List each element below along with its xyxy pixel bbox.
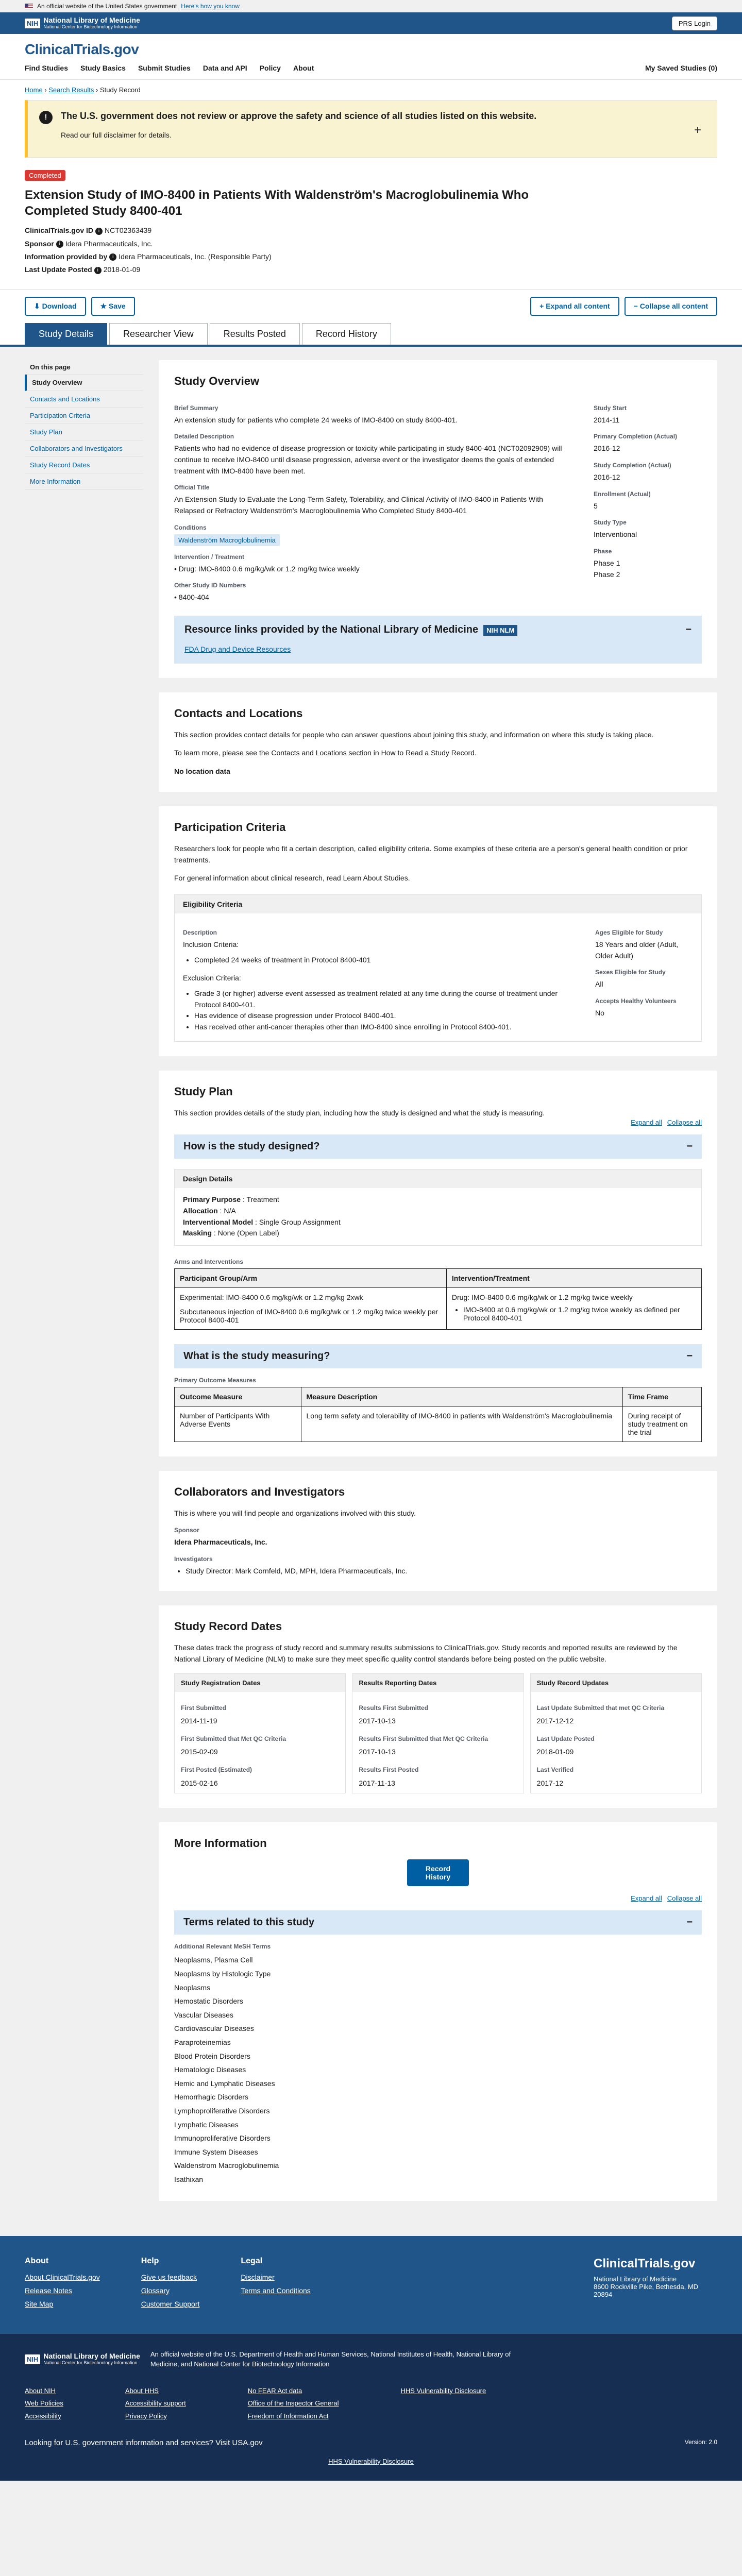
disclaimer-body: Read our full disclaimer for details.: [61, 131, 172, 139]
nlm-logo-icon: NIH NLM: [483, 625, 517, 636]
footer-link[interactable]: Disclaimer: [241, 2273, 275, 2281]
date-label: First Submitted: [181, 1704, 227, 1711]
date-value: 2015-02-09: [181, 1748, 218, 1756]
phase-label: Phase: [594, 548, 612, 555]
expand-all-link[interactable]: Expand all: [631, 1118, 662, 1127]
collab-sponsor-label: Sponsor: [174, 1526, 199, 1534]
type-value: Interventional: [594, 530, 637, 539]
time-header: Time Frame: [622, 1387, 701, 1406]
table-row: [175, 1406, 702, 1442]
nlm-header: [0, 12, 742, 34]
date-value: 2017-10-13: [359, 1748, 396, 1756]
info-icon[interactable]: i: [56, 241, 63, 248]
footer-link[interactable]: Web Policies: [25, 2399, 63, 2408]
footer-link[interactable]: About NIH: [25, 2386, 56, 2395]
side-nav-participation[interactable]: Participation Criteria: [25, 408, 143, 424]
nih-logo-icon: NIH: [25, 19, 40, 28]
info-provided-value: Idera Pharmaceuticals, Inc. (Responsible Party): [119, 252, 272, 261]
terms-accordion[interactable]: [174, 1910, 702, 1935]
collab-sponsor: Idera Pharmaceuticals, Inc.: [174, 1537, 267, 1546]
usa-gov-text: Looking for U.S. government information and services? Visit USA.gov: [25, 2438, 263, 2447]
mesh-term: Neoplasms, Plasma Cell: [174, 1956, 253, 1964]
collaborators-section: [159, 1471, 717, 1591]
alloc-value: N/A: [224, 1207, 236, 1215]
footer-help-heading: Help: [141, 2256, 159, 2265]
mesh-term: Hemic and Lymphatic Diseases: [174, 2079, 275, 2088]
mesh-term: Neoplasms: [174, 1983, 211, 1992]
model-value: Single Group Assignment: [259, 1217, 341, 1226]
section-title: Study Overview: [174, 374, 260, 387]
outcome-table: [174, 1387, 702, 1442]
desc-header: Measure Description: [301, 1387, 622, 1406]
type-label: Study Type: [594, 519, 627, 527]
expand-label: Expand all content: [546, 301, 610, 310]
footer-link[interactable]: Accessibility: [25, 2412, 61, 2420]
investigators-label: Investigators: [174, 1555, 213, 1563]
other-id-label: Other Study ID Numbers: [174, 582, 246, 589]
us-flag-icon: [25, 4, 33, 9]
study-overview-section: [159, 360, 717, 678]
tab-record-history[interactable]: Record History: [302, 323, 391, 345]
exclusion-item: • Has received other anti-cancer therapies other than IMO-8400 since enrolling in Protocol 8400-401.: [194, 1022, 580, 1033]
enroll-value: 5: [594, 501, 598, 510]
warning-icon: !: [39, 111, 53, 124]
main-nav: [25, 58, 717, 79]
sex-label: Sexes Eligible for Study: [595, 969, 666, 976]
terms-title: Terms related to this study: [183, 1917, 315, 1928]
date-value: 2014-11-19: [181, 1717, 217, 1725]
no-location: No location data: [174, 767, 230, 776]
footer-link[interactable]: Glossary: [141, 2286, 170, 2295]
measure-cell: Number of Participants With Adverse Events: [175, 1406, 301, 1442]
id-label: ClinicalTrials.gov ID: [25, 226, 94, 235]
measure-title: What is the study measuring?: [183, 1350, 330, 1362]
last-update-label: Last Update Posted: [25, 265, 92, 274]
official-label: Official Title: [174, 484, 210, 492]
record-history-button[interactable]: Record History: [407, 1859, 469, 1886]
date-label: Results First Posted: [359, 1766, 419, 1774]
disclaimer-alert: [25, 100, 717, 158]
results-dates: [352, 1673, 524, 1794]
inclusion-item: • Completed 24 weeks of treatment in Protocol 8400-401: [194, 955, 580, 966]
nlm-subtitle: National Center for Biotechnology Information: [43, 24, 138, 29]
footer-addr2: 8600 Rockville Pike, Bethesda, MD 20894: [594, 2282, 699, 2298]
dates-body: These dates track the progress of study record and summary results submissions to ClinicalTrials.gov. Study records and reported results are reviewed by the National Library of Medicine (NLM) to make sure they meet specific quality control standards before being posted on the public website.: [174, 1643, 678, 1663]
mesh-term: Isathixan: [174, 2175, 204, 2183]
mesh-term: Waldenstrom Macroglobulinemia: [174, 2161, 279, 2170]
phase-2: Phase 2: [594, 570, 620, 579]
arm-desc: Subcutaneous injection of IMO-8400 0.6 mg/kg/wk or 1.2 mg/kg twice weekly per Protocol 8400-401: [180, 1308, 439, 1325]
tab-researcher-view[interactable]: Researcher View: [109, 323, 208, 345]
hv-value: No: [595, 1008, 604, 1017]
collapse-icon: −: [686, 1917, 693, 1928]
contacts-body: This section provides contact details for people who can answer questions about joining this study, and information on where this study is taking place.: [174, 730, 654, 739]
info-provided-label: Information provided by: [25, 252, 108, 261]
desc-cell: Long term safety and tolerability of IMO-8400 in patients with Waldenström's Macroglobulinemia: [301, 1406, 622, 1442]
nav-about[interactable]: About: [293, 64, 314, 72]
date-value: 2017-12-12: [536, 1717, 574, 1725]
exclusion-item: • Grade 3 (or higher) adverse event assessed as treatment related at any time during the course of treatment under Protocol 8400-401.: [194, 988, 580, 1010]
sc-label: Study Completion (Actual): [594, 461, 671, 469]
design-details-label: Design Details: [175, 1170, 701, 1188]
footer-link[interactable]: Accessibility support: [125, 2399, 186, 2408]
mesh-term: Vascular Diseases: [174, 2010, 233, 2019]
info-icon[interactable]: i: [109, 253, 116, 261]
gov-banner: [0, 0, 742, 12]
mesh-term: Lymphoproliferative Disorders: [174, 2106, 270, 2115]
site-header: [0, 34, 742, 80]
save-label: Save: [108, 301, 126, 310]
mesh-term: Immune System Diseases: [174, 2147, 258, 2156]
side-nav-overview[interactable]: Study Overview: [25, 375, 143, 391]
footer-link[interactable]: Give us feedback: [141, 2273, 197, 2281]
breadcrumb-current: Study Record: [99, 86, 141, 94]
disclaimer-title: The U.S. government does not review or approve the safety and science of all studies listed on this website.: [61, 111, 537, 121]
collab-body: This is where you will find people and organizations involved with this study.: [174, 1509, 416, 1518]
arm-header: Participant Group/Arm: [175, 1269, 447, 1288]
nlm-logo[interactable]: [25, 16, 140, 29]
section-title: Collaborators and Investigators: [174, 1485, 345, 1499]
measure-accordion[interactable]: [174, 1344, 702, 1368]
download-button[interactable]: ⬇ Download: [25, 297, 86, 316]
participation-general: For general information about clinical research, read Learn About Studies.: [174, 874, 410, 883]
date-value: 2018-01-09: [536, 1748, 574, 1756]
section-title: Study Plan: [174, 1084, 233, 1098]
footer-bottom: [0, 2334, 742, 2481]
footer-link[interactable]: Privacy Policy: [125, 2412, 167, 2420]
purpose-value: Treatment: [246, 1195, 279, 1204]
mesh-term: Immunoproliferative Disorders: [174, 2134, 271, 2143]
detail-label: Detailed Description: [174, 433, 234, 440]
footer-link[interactable]: Site Map: [25, 2299, 54, 2308]
mesh-term: Neoplasms by Histologic Type: [174, 1970, 271, 1978]
date-value: 2015-02-16: [181, 1778, 218, 1787]
date-label: Results First Submitted: [359, 1704, 429, 1711]
alloc-label: Allocation: [183, 1207, 218, 1215]
arm-name: Experimental: IMO-8400 0.6 mg/kg/wk or 1.2 mg/kg 2xwk: [180, 1293, 363, 1302]
start-value: 2014-11: [594, 415, 620, 424]
study-title: Extension Study of IMO-8400 in Patients With Waldenström's Macroglobulinemia Who Completed Study 8400-401: [25, 188, 529, 218]
table-row: [175, 1288, 702, 1330]
tab-results-posted[interactable]: Results Posted: [210, 323, 300, 345]
design-title: How is the study designed?: [183, 1141, 320, 1153]
footer-link[interactable]: HHS Vulnerability Disclosure: [328, 2457, 414, 2465]
intervention-item: • Drug: IMO-8400 0.6 mg/kg/wk or 1.2 mg/kg twice weekly: [174, 564, 360, 573]
plan-body: This section provides details of the study plan, including how the study is designed and what the study is measuring.: [174, 1108, 545, 1117]
side-nav-collaborators[interactable]: Collaborators and Investigators: [25, 440, 143, 457]
intervention-label: Intervention / Treatment: [174, 553, 245, 561]
record-dates-section: [159, 1605, 717, 1808]
start-label: Study Start: [594, 404, 627, 412]
update-dates: [530, 1673, 702, 1794]
int-name: Drug: IMO-8400 0.6 mg/kg/wk or 1.2 mg/kg twice weekly: [451, 1293, 633, 1302]
brief-label: Brief Summary: [174, 404, 218, 412]
section-title: Contacts and Locations: [174, 706, 303, 720]
description-label: Description: [183, 928, 217, 936]
design-details-box: Design Details Primary Purpose : Treatment Allocation : N/A Interventional Model : Single Group Assignment Masking : None (Open Label): [174, 1169, 702, 1246]
nav-submit-studies[interactable]: Submit Studies: [138, 64, 191, 72]
side-nav-dates[interactable]: Study Record Dates: [25, 457, 143, 473]
info-icon[interactable]: i: [95, 228, 103, 235]
footer-link[interactable]: About HHS: [125, 2386, 159, 2395]
pc-label: Primary Completion (Actual): [594, 433, 678, 440]
study-tabs: [0, 323, 742, 347]
section-title: Participation Criteria: [174, 820, 286, 834]
breadcrumb: Home › Search Results › Study Record: [0, 80, 742, 100]
other-id-text: 8400-404: [178, 593, 209, 602]
side-nav: [25, 360, 143, 2215]
contacts-section: [159, 692, 717, 792]
gov-banner-text: An official website of the United States government: [37, 3, 177, 10]
nav-data-api[interactable]: Data and API: [203, 64, 247, 72]
design-accordion[interactable]: [174, 1134, 702, 1159]
resource-links-box: [174, 616, 702, 664]
info-icon[interactable]: i: [94, 267, 102, 274]
official-title: An Extension Study to Evaluate the Long-Term Safety, Tolerability, and Clinical Activity of IMO-8400 in Patients With Relapsed or Refractory Waldenström's Macroglobulinemia Who Completed Study 8400-401: [174, 495, 543, 515]
collapse-icon[interactable]: −: [685, 624, 692, 636]
arms-table: [174, 1268, 702, 1330]
sc-value: 2016-12: [594, 472, 620, 481]
expand-all-link[interactable]: Expand all: [631, 1894, 662, 1903]
footer-about-heading: About: [25, 2256, 49, 2265]
sex-value: All: [595, 980, 603, 989]
mesh-term: Hematologic Diseases: [174, 2065, 246, 2074]
dates-col-header: Study Registration Dates: [175, 1674, 345, 1692]
breadcrumb-home[interactable]: Home: [25, 86, 43, 94]
participation-section: [159, 806, 717, 1056]
footer-nlm-text: An official website of the U.S. Department of Health and Human Services, National Institutes of Health, National Library of Medicine, and National Center for Biotechnology Information: [150, 2350, 511, 2368]
footer-addr1: National Library of Medicine: [594, 2275, 677, 2283]
nav-find-studies[interactable]: Find Studies: [25, 64, 68, 72]
footer-link[interactable]: Office of the Inspector General: [247, 2399, 339, 2408]
saved-studies-link[interactable]: My Saved Studies (0): [645, 64, 717, 72]
arms-label: Arms and Interventions: [174, 1258, 244, 1266]
participation-body: Researchers look for people who fit a certain description, called eligibility criteria. Some examples of these criteria are a person's general health condition or prior treatments.: [174, 844, 688, 864]
mesh-term: Blood Protein Disorders: [174, 2052, 250, 2060]
footer-link[interactable]: Customer Support: [141, 2299, 200, 2308]
date-value: 2017-12: [536, 1778, 564, 1787]
mesh-term: Lymphatic Diseases: [174, 2120, 239, 2129]
other-id-item: • 8400-404: [174, 593, 209, 602]
dates-col-header: Study Record Updates: [531, 1674, 701, 1692]
footer-nlm-subtitle: National Center for Biotechnology Information: [43, 2360, 138, 2365]
footer-legal-heading: Legal: [241, 2256, 263, 2265]
eligibility-title: Eligibility Criteria: [175, 895, 701, 913]
collapse-icon: −: [686, 1141, 693, 1153]
status-badge: Completed: [25, 170, 65, 181]
gov-banner-link[interactable]: Here's how you know: [181, 3, 240, 10]
mesh-term: Paraproteinemias: [174, 2038, 231, 2046]
action-bar: [0, 289, 742, 323]
fda-resources-link[interactable]: FDA Drug and Device Resources: [184, 645, 291, 654]
investigator-item: • Study Director: Mark Cornfeld, MD, MPH, Idera Pharmaceuticals, Inc.: [185, 1566, 702, 1577]
study-header: [0, 158, 742, 289]
registration-dates: [174, 1673, 346, 1794]
nlm-title: National Library of Medicine: [43, 16, 140, 25]
date-label: Last Update Posted: [536, 1735, 595, 1742]
model-label: Interventional Model: [183, 1217, 254, 1226]
collapse-label: Collapse all content: [639, 301, 708, 310]
inclusion-label: Inclusion Criteria:: [183, 940, 239, 948]
date-label: First Submitted that Met QC Criteria: [181, 1735, 286, 1742]
side-nav-plan[interactable]: Study Plan: [25, 424, 143, 440]
pom-label: Primary Outcome Measures: [174, 1377, 256, 1384]
save-button[interactable]: ★ Save: [91, 297, 135, 316]
mesh-term: Cardiovascular Diseases: [174, 2024, 254, 2033]
footer-brand: ClinicalTrials.gov: [594, 2256, 696, 2270]
collapse-all-link[interactable]: Collapse all: [667, 1894, 702, 1903]
int-desc: • IMO-8400 at 0.6 mg/kg/wk or 1.2 mg/kg twice weekly as defined per Protocol 8400-401: [463, 1306, 696, 1322]
conditions-label: Conditions: [174, 523, 207, 531]
section-title: More Information: [174, 1837, 267, 1850]
intervention-header: Intervention/Treatment: [446, 1269, 701, 1288]
version-text: Version: 2.0: [684, 2438, 717, 2446]
side-nav-header: On this page: [25, 360, 143, 375]
date-label: First Posted (Estimated): [181, 1766, 252, 1774]
footer-nlm-logo[interactable]: [25, 2352, 140, 2365]
mesh-terms-list: [174, 1953, 702, 2186]
site-logo[interactable]: ClinicalTrials.gov: [25, 41, 139, 57]
date-value: 2017-11-13: [359, 1778, 395, 1787]
date-label: Results First Submitted that Met QC Criteria: [359, 1735, 488, 1742]
nih-logo-icon: NIH: [25, 2354, 40, 2364]
nav-policy[interactable]: Policy: [259, 64, 281, 72]
footer-top: [0, 2236, 742, 2334]
brief-summary: An extension study for patients who complete 24 weeks of IMO-8400 on study 8400-401.: [174, 415, 458, 424]
collapse-all-link[interactable]: Collapse all: [667, 1118, 702, 1127]
phase-1: Phase 1: [594, 559, 620, 567]
mesh-label: Additional Relevant MeSH Terms: [174, 1943, 271, 1951]
date-value: 2017-10-13: [359, 1717, 396, 1725]
study-id: NCT02363439: [105, 226, 152, 235]
collapse-all-button[interactable]: − Collapse all content: [625, 297, 717, 316]
exclusion-item: • Has evidence of disease progression under Protocol 8400-401.: [194, 1010, 580, 1022]
resource-title: Resource links provided by the National Library of Medicine: [184, 624, 479, 636]
mask-label: Masking: [183, 1229, 212, 1238]
eligibility-box: [174, 894, 702, 1042]
side-nav-contacts[interactable]: Contacts and Locations: [25, 391, 143, 408]
footer-link[interactable]: Release Notes: [25, 2286, 72, 2295]
footer-link[interactable]: Freedom of Information Act: [247, 2412, 329, 2420]
section-title: Study Record Dates: [174, 1620, 282, 1633]
download-label: Download: [42, 301, 77, 310]
footer-link[interactable]: No FEAR Act data: [247, 2386, 302, 2395]
pc-value: 2016-12: [594, 444, 620, 453]
detailed-description: Patients who had no evidence of disease progression or toxicity while participating in study 8400-401 (NCT02092909) will continue to receive IMO-8400 until disease progression, adverse event or the investigator deems the goals of extended treatment with IMO-8400 have been met.: [174, 444, 562, 475]
sponsor-value: Idera Pharmaceuticals, Inc.: [65, 239, 153, 248]
tab-study-details[interactable]: Study Details: [25, 323, 107, 345]
age-label: Ages Eligible for Study: [595, 928, 663, 936]
mesh-term: Hemorrhagic Disorders: [174, 2093, 248, 2102]
measure-header: Outcome Measure: [175, 1387, 301, 1406]
date-label: Last Verified: [536, 1766, 574, 1774]
time-cell: During receipt of study treatment on the trial: [622, 1406, 701, 1442]
contacts-learn: To learn more, please see the Contacts and Locations section in How to Read a Study Record.: [174, 749, 477, 757]
condition-chip[interactable]: Waldenström Macroglobulinemia: [174, 534, 280, 546]
expand-all-button[interactable]: + Expand all content: [530, 297, 619, 316]
hv-label: Accepts Healthy Volunteers: [595, 997, 677, 1005]
last-update-value: 2018-01-09: [103, 265, 141, 274]
more-info-section: [159, 1822, 717, 2200]
footer-link[interactable]: Terms and Conditions: [241, 2286, 311, 2295]
enroll-label: Enrollment (Actual): [594, 490, 651, 498]
mesh-term: Hemostatic Disorders: [174, 1997, 243, 2006]
footer-nlm-title: National Library of Medicine: [43, 2352, 140, 2361]
dates-col-header: Results Reporting Dates: [352, 1674, 523, 1692]
expand-plus-icon[interactable]: +: [694, 123, 701, 137]
intervention-text: Drug: IMO-8400 0.6 mg/kg/wk or 1.2 mg/kg twice weekly: [178, 564, 360, 573]
exclusion-label: Exclusion Criteria:: [183, 974, 241, 982]
purpose-label: Primary Purpose: [183, 1195, 241, 1204]
nav-study-basics[interactable]: Study Basics: [80, 64, 126, 72]
prs-login-button[interactable]: PRS Login: [672, 16, 717, 30]
side-nav-more-info[interactable]: More Information: [25, 473, 143, 490]
date-label: Last Update Submitted that met QC Criteria: [536, 1704, 665, 1711]
study-plan-section: [159, 1071, 717, 1456]
footer-link[interactable]: HHS Vulnerability Disclosure: [400, 2386, 486, 2395]
age-value: 18 Years and older (Adult, Older Adult): [595, 940, 679, 960]
main-content: [0, 347, 742, 2236]
breadcrumb-search[interactable]: Search Results: [48, 86, 94, 94]
sponsor-label: Sponsor: [25, 239, 54, 248]
footer-link[interactable]: About ClinicalTrials.gov: [25, 2273, 100, 2281]
mask-value: None (Open Label): [217, 1229, 279, 1238]
collapse-icon: −: [686, 1350, 693, 1362]
